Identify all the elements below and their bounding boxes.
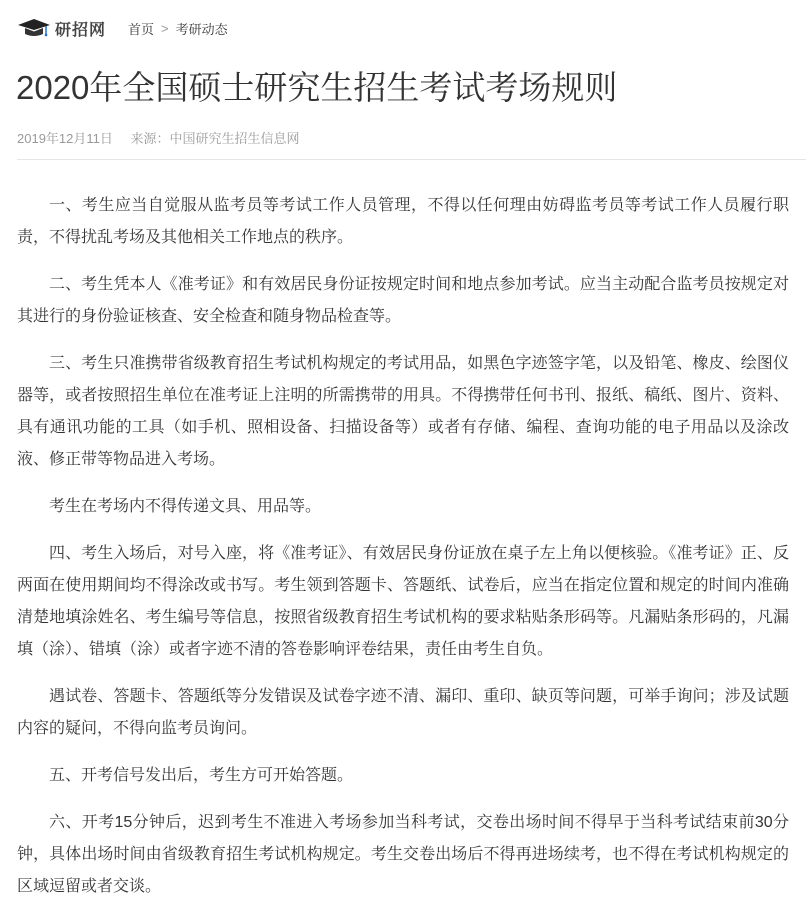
graduation-cap-icon <box>17 16 51 40</box>
paragraph: 一、考生应当自觉服从监考员等考试工作人员管理，不得以任何理由妨碍监考员等考试工作人员履行职责，不得扰乱考场及其他相关工作地点的秩序。 <box>17 197 789 246</box>
breadcrumb-news[interactable]: 考研动态 <box>175 21 228 37</box>
breadcrumb <box>128 19 228 38</box>
article-body <box>17 190 789 918</box>
paragraph: 六、开考15分钟后，迟到考生不准进入考场参加当科考试，交卷出场时间不得早于当科考试结束前30分钟，具体出场时间由省级教育招生考试机构规定。考生交卷出场后不得再进场续考，也不得在考试机构规定的区域逗留或者交谈。 <box>17 814 789 895</box>
logo-text: 研招网 <box>55 21 107 39</box>
site-logo[interactable] <box>17 16 106 40</box>
paragraph: 五、开考信号发出后，考生方可开始答题。 <box>49 767 354 784</box>
article-source: 来源：中国研究生招生信息网 <box>130 131 300 146</box>
paragraph: 三、考生只准携带省级教育招生考试机构规定的考试用品，如黑色字迹签字笔，以及铅笔、橡皮、绘图仪器等，或者按照招生单位在准考证上注明的所需携带的用具。不得携带任何书刊、报纸、稿纸、图片、资料、具有通讯功能的工具（如手机、照相设备、扫描设备等）或者有存储、编程、查询功能的电子用品以及涂改液、修正带等物品进入考场。 <box>17 355 789 468</box>
paragraph: 遇试卷、答题卡、答题纸等分发错误及试卷字迹不清、漏印、重印、缺页等问题，可举手询问；涉及试题内容的疑问，不得向监考员询问。 <box>17 688 789 737</box>
paragraph: 四、考生入场后，对号入座，将《准考证》、有效居民身份证放在桌子左上角以便核验。《准考证》正、反两面在使用期间均不得涂改或书写。考生领到答题卡、答题纸、试卷后，应当在指定位置和规定的时间内准确清楚地填涂姓名、考生编号等信息，按照省级教育招生考试机构的要求粘贴条形码等。凡漏贴条形码的，凡漏填（涂）、错填（涂）或者字迹不清的答卷影响评卷结果，责任由考生自负。 <box>17 545 789 658</box>
page-title: 2020年全国硕士研究生招生考试考场规则 <box>16 69 618 106</box>
paragraph: 二、考生凭本人《准考证》和有效居民身份证按规定时间和地点参加考试。应当主动配合监考员按规定对其进行的身份验证核查、安全检查和随身物品检查等。 <box>17 276 789 325</box>
divider <box>17 159 806 160</box>
article-meta <box>17 128 300 147</box>
publish-date: 2019年12月11日 <box>17 131 113 146</box>
paragraph: 考生在考场内不得传递文具、用品等。 <box>49 498 322 515</box>
breadcrumb-home[interactable]: 首页 <box>128 21 155 37</box>
site-header <box>17 14 228 42</box>
breadcrumb-separator: > <box>161 20 169 36</box>
